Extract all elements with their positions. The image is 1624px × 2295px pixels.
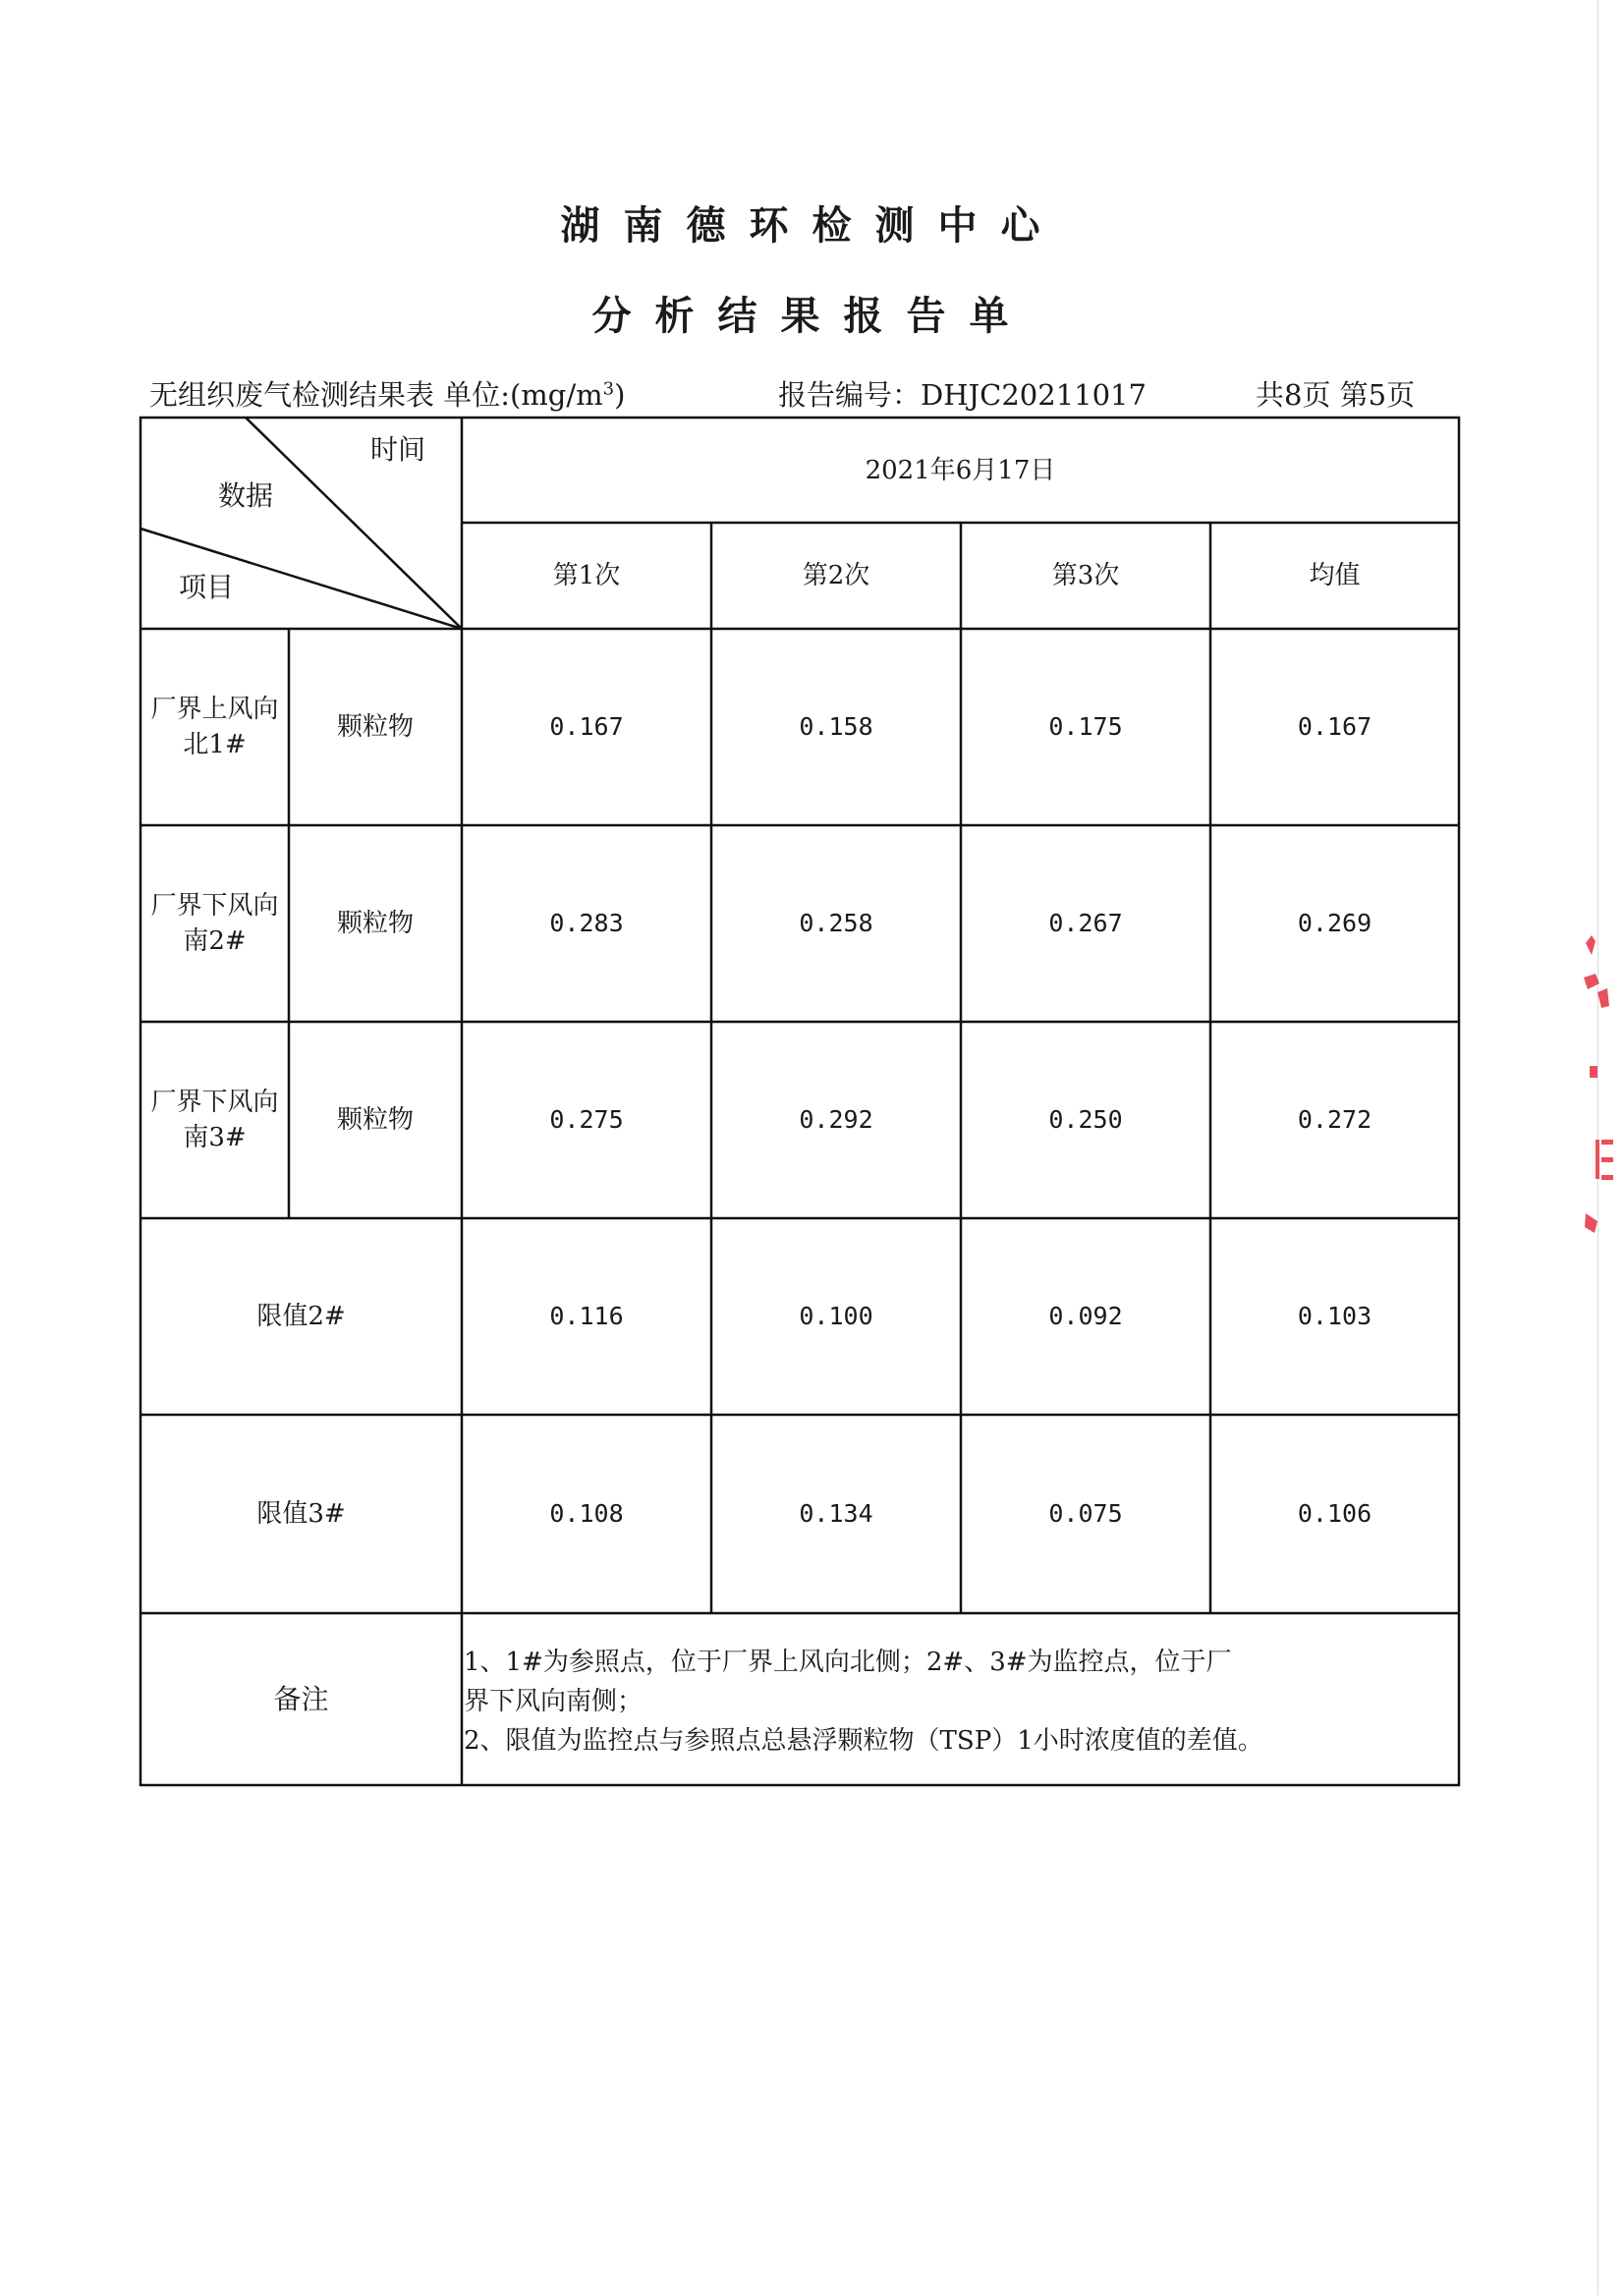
column-header-mean: 均值: [1309, 561, 1361, 590]
table-cell: 0.167: [1297, 712, 1372, 741]
table-cell: 0.258: [799, 909, 873, 937]
row-location: 厂界下风向 南2#: [150, 891, 279, 956]
remark-line: 界下风向南侧；: [464, 1687, 644, 1716]
column-header-run1: 第1次: [552, 561, 621, 590]
table-cell: 0.283: [549, 909, 624, 937]
table-cell: 0.272: [1297, 1105, 1372, 1134]
table-cell: 0.267: [1048, 909, 1123, 937]
table-cell: 0.075: [1048, 1499, 1123, 1528]
table-cell: 0.292: [799, 1105, 873, 1134]
table-name: 无组织废气检测结果表 单位$:(mg/m^3)$: [149, 378, 626, 412]
row-parameter: 颗粒物: [336, 1105, 414, 1135]
table-cell: 0.167: [549, 712, 624, 741]
column-header-run2: 第2次: [802, 561, 870, 590]
document-title: 分析结果报告单: [591, 293, 1033, 339]
corner-item-label: 项目: [178, 571, 234, 603]
table-cell: 0.116: [549, 1302, 624, 1330]
remark-label: 备注: [273, 1682, 329, 1715]
table-cell: 0.250: [1048, 1105, 1123, 1134]
remark-line: 1、1#为参照点，位于厂界上风向北侧；2#、3#为监控点，位于厂: [464, 1648, 1232, 1677]
page-counter: 共8页 第5页: [1256, 378, 1416, 412]
table-cell: 0.092: [1048, 1302, 1123, 1330]
table-cell: 0.158: [799, 712, 873, 741]
table-cell: 0.175: [1048, 712, 1123, 741]
row-parameter: 颗粒物: [336, 712, 414, 742]
row-label: 限值3#: [256, 1499, 346, 1529]
table-cell: 0.106: [1297, 1499, 1372, 1528]
date-header: 2021年6月17日: [865, 455, 1056, 485]
row-parameter: 颗粒物: [336, 909, 414, 938]
table-cell: 0.103: [1297, 1302, 1372, 1330]
row-label: 限值2#: [256, 1302, 346, 1331]
table-cell: 0.275: [549, 1105, 624, 1134]
table-cell: 0.108: [549, 1499, 624, 1528]
remark-line: 2、限值为监控点与参照点总悬浮颗粒物（TSP）1小时浓度值的差值。: [464, 1726, 1263, 1756]
table-cell: 0.100: [799, 1302, 873, 1330]
corner-data-label: 数据: [217, 479, 273, 512]
table-cell: 0.269: [1297, 909, 1372, 937]
remark-text: [464, 1643, 1328, 1761]
table-cell: 0.134: [799, 1499, 873, 1528]
org-title: 湖南德环检测中心: [560, 202, 1064, 249]
report-number: 报告编号：DHJC20211017: [778, 378, 1147, 412]
row-location: 厂界上风向 北1#: [150, 695, 279, 759]
column-header-run3: 第3次: [1051, 561, 1120, 590]
row-location: 厂界下风向 南3#: [150, 1088, 279, 1152]
corner-time-label: 时间: [369, 433, 425, 466]
